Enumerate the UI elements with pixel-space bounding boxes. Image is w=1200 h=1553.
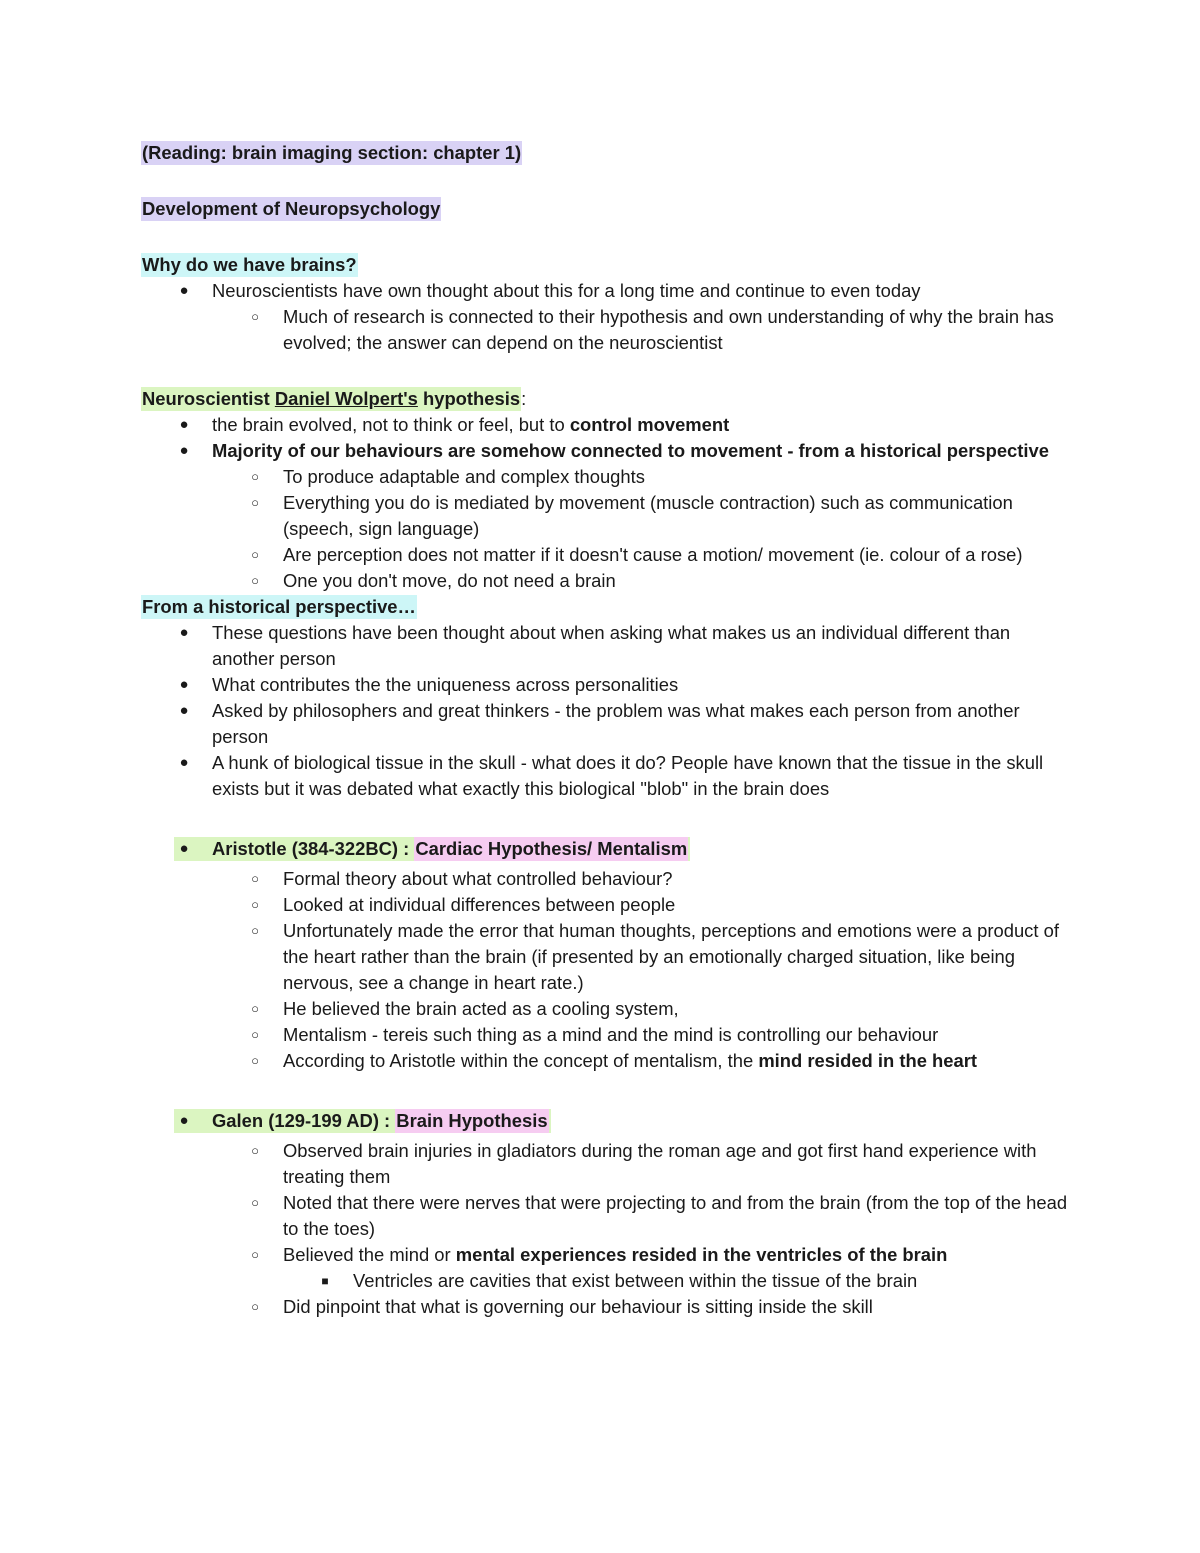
circle-bullet-icon: ○ bbox=[251, 495, 259, 510]
list-item: ● Asked by philosophers and great thinkers - the problem was what makes each person from another person bbox=[141, 698, 1071, 750]
circle-bullet-icon: ○ bbox=[251, 897, 259, 912]
historical-list bbox=[141, 620, 1071, 802]
bullet-icon: ● bbox=[179, 840, 189, 857]
circle-bullet-icon: ○ bbox=[251, 309, 259, 324]
aristotle-heading: ● Aristotle (384-322BC) : Cardiac Hypothesis/ Mentalism bbox=[141, 832, 1071, 866]
bullet-icon: ● bbox=[179, 442, 189, 459]
circle-bullet-icon: ○ bbox=[251, 1247, 259, 1262]
bullet-icon: ● bbox=[179, 282, 189, 299]
list-item: ● A hunk of biological tissue in the skull - what does it do? People have known that the tissue in the skull exists but it was debated what exactly this biological "blob" in the brain does bbox=[141, 750, 1071, 802]
list-item: ● These questions have been thought about when asking what makes us an individual different than another person bbox=[141, 620, 1071, 672]
list-item: ○ Formal theory about what controlled behaviour? bbox=[141, 866, 1071, 892]
list-item: ○ Are perception does not matter if it doesn't cause a motion/ movement (ie. colour of a rose) bbox=[141, 542, 1071, 568]
circle-bullet-icon: ○ bbox=[251, 1027, 259, 1042]
list-item: ● Neuroscientists have own thought about this for a long time and continue to even today bbox=[141, 278, 1071, 304]
circle-bullet-icon: ○ bbox=[251, 1143, 259, 1158]
why-brains-list bbox=[141, 278, 1071, 356]
bullet-icon: ● bbox=[179, 754, 189, 771]
list-item: ○ Everything you do is mediated by movement (muscle contraction) such as communication (speech, sign language) bbox=[141, 490, 1071, 542]
circle-bullet-icon: ○ bbox=[251, 573, 259, 588]
list-item: ○ Much of research is connected to their hypothesis and own understanding of why the brain has evolved; the answer can depend on the neuroscientist bbox=[141, 304, 1071, 356]
bullet-icon: ● bbox=[179, 416, 189, 433]
list-item: ○ According to Aristotle within the concept of mentalism, the mind resided in the heart bbox=[141, 1048, 1071, 1074]
aristotle-hypothesis: Cardiac Hypothesis/ Mentalism bbox=[415, 838, 688, 859]
document-page bbox=[141, 140, 1071, 1320]
list-item: ○ Observed brain injuries in gladiators during the roman age and got first hand experience with treating them bbox=[141, 1138, 1071, 1190]
aristotle-section bbox=[141, 832, 1071, 1074]
wolpert-heading: Neuroscientist Daniel Wolpert's hypothesis: bbox=[142, 388, 527, 409]
list-item: ○ Believed the mind or mental experiences resided in the ventricles of the brain bbox=[141, 1242, 1071, 1268]
list-item: ○ Mentalism - tereis such thing as a mind and the mind is controlling our behaviour bbox=[141, 1022, 1071, 1048]
historical-heading: From a historical perspective… bbox=[142, 596, 416, 617]
reading-heading: (Reading: brain imaging section: chapter 1) bbox=[142, 142, 522, 163]
list-item: ● the brain evolved, not to think or feel, but to control movement bbox=[141, 412, 1071, 438]
list-item: ○ Did pinpoint that what is governing our behaviour is sitting inside the skill bbox=[141, 1294, 1071, 1320]
main-heading: Development of Neuropsychology bbox=[142, 198, 441, 219]
why-brains-heading: Why do we have brains? bbox=[142, 254, 357, 275]
square-bullet-icon: ■ bbox=[321, 1274, 329, 1288]
bullet-icon: ● bbox=[179, 702, 189, 719]
bullet-icon: ● bbox=[179, 624, 189, 641]
wolpert-list bbox=[141, 412, 1071, 594]
list-item: ○ He believed the brain acted as a cooling system, bbox=[141, 996, 1071, 1022]
circle-bullet-icon: ○ bbox=[251, 1053, 259, 1068]
bullet-icon: ● bbox=[179, 676, 189, 693]
circle-bullet-icon: ○ bbox=[251, 469, 259, 484]
list-item: ○ To produce adaptable and complex thoughts bbox=[141, 464, 1071, 490]
wolpert-name: Daniel Wolpert's bbox=[274, 388, 418, 409]
bullet-icon: ● bbox=[179, 1112, 189, 1129]
circle-bullet-icon: ○ bbox=[251, 871, 259, 886]
list-item: ○ One you don't move, do not need a brain bbox=[141, 568, 1071, 594]
galen-hypothesis: Brain Hypothesis bbox=[396, 1110, 548, 1131]
galen-heading: ● Galen (129-199 AD) : Brain Hypothesis bbox=[141, 1104, 1071, 1138]
list-item: ○ Looked at individual differences between people bbox=[141, 892, 1071, 918]
circle-bullet-icon: ○ bbox=[251, 1195, 259, 1210]
list-item: ■ Ventricles are cavities that exist between within the tissue of the brain bbox=[141, 1268, 1071, 1294]
circle-bullet-icon: ○ bbox=[251, 547, 259, 562]
list-item: ○ Noted that there were nerves that were projecting to and from the brain (from the top of the head to the toes) bbox=[141, 1190, 1071, 1242]
list-item: ● Majority of our behaviours are somehow connected to movement - from a historical perspective bbox=[141, 438, 1071, 464]
circle-bullet-icon: ○ bbox=[251, 1299, 259, 1314]
list-item: ○ Unfortunately made the error that human thoughts, perceptions and emotions were a product of the heart rather than the brain (if presented by an emotionally charged situation, like being nervous, see a change in heart rate.) bbox=[141, 918, 1071, 996]
circle-bullet-icon: ○ bbox=[251, 923, 259, 938]
circle-bullet-icon: ○ bbox=[251, 1001, 259, 1016]
galen-section bbox=[141, 1104, 1071, 1320]
list-item: ● What contributes the the uniqueness across personalities bbox=[141, 672, 1071, 698]
